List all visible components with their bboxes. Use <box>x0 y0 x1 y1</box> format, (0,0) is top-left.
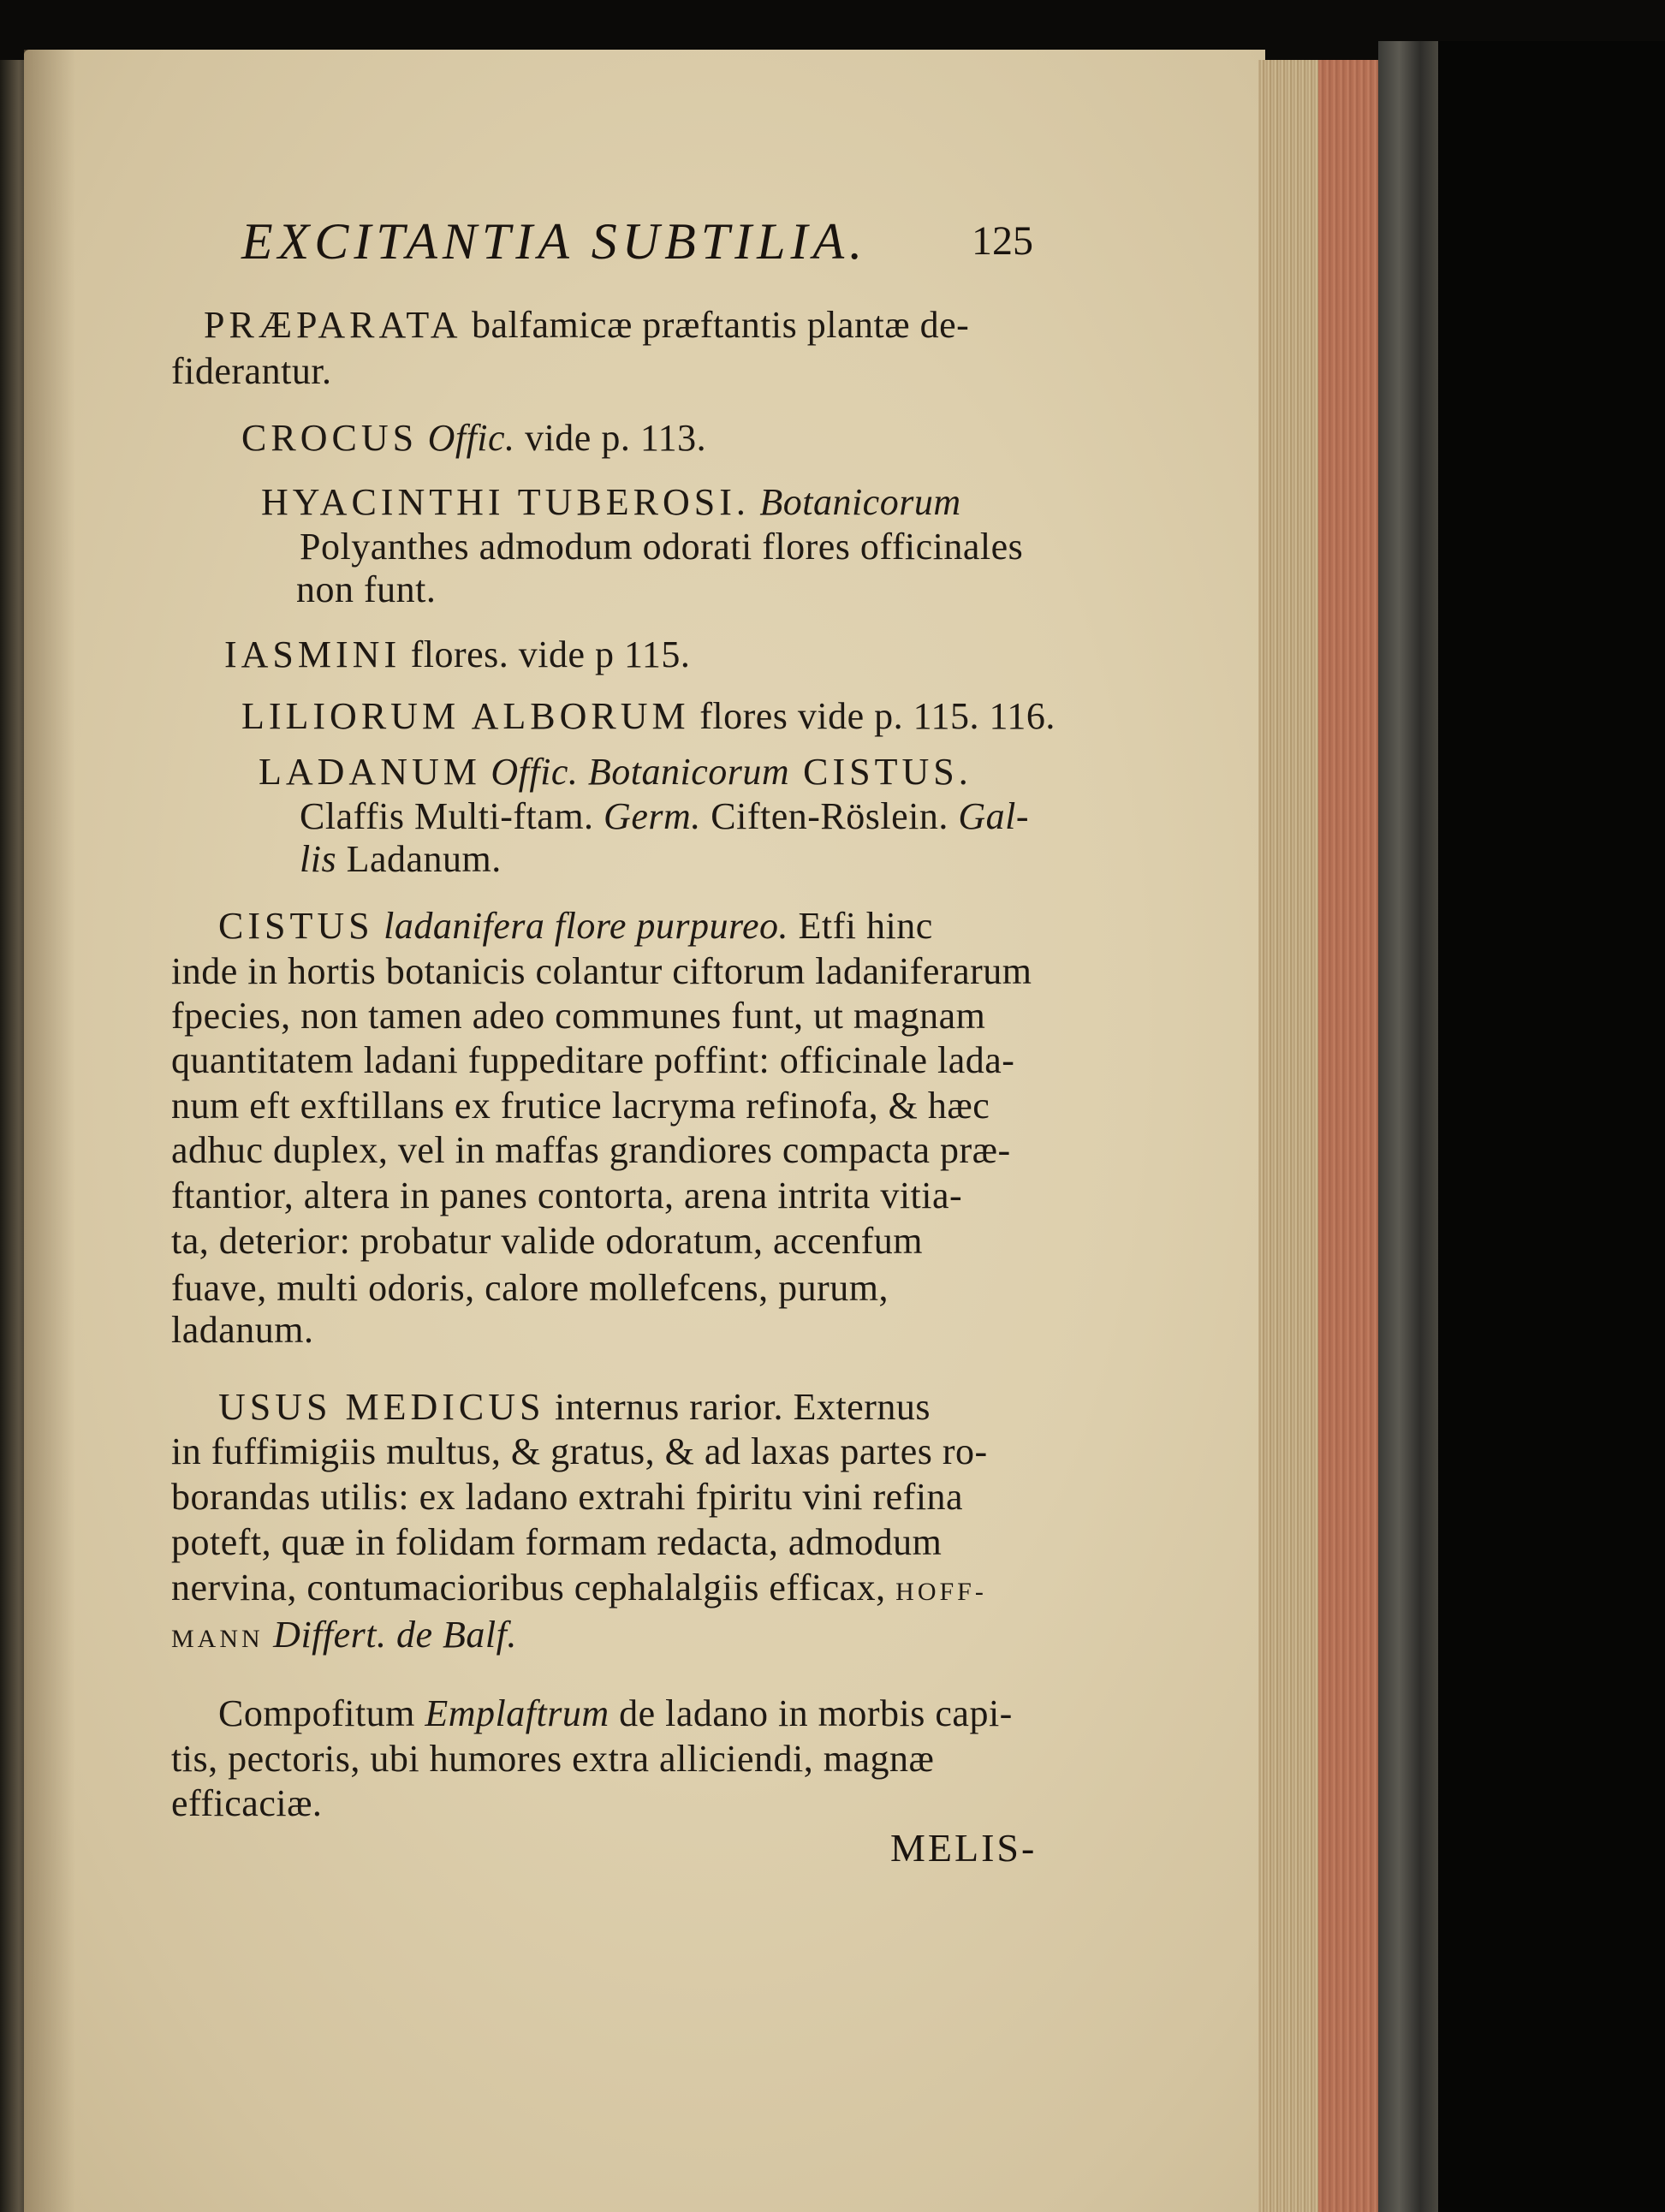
abbreviation: Offic. <box>418 417 515 459</box>
text-line <box>300 528 1023 566</box>
text-line <box>171 1039 1015 1081</box>
abbreviation: Offic. <box>480 751 579 793</box>
text: inde in hortis botanicis colantur ciftorum ladaniferarum <box>171 950 1032 992</box>
text-line <box>171 1174 963 1216</box>
text: in fuffimigiis multus, & gratus, & ad laxas partes ro- <box>171 1430 988 1472</box>
text: fuave, multi odoris, calore mollefcens, purum, <box>171 1267 889 1309</box>
text-line <box>171 950 1032 992</box>
catchword: MELIS- <box>890 1826 1038 1870</box>
abbreviation: Germ. <box>593 795 701 837</box>
text: efficaciæ. <box>171 1782 323 1824</box>
entry-heading <box>241 419 706 457</box>
text: Etfi hinc <box>788 905 933 947</box>
text-line <box>171 1478 963 1516</box>
entry-heading <box>224 633 691 675</box>
text-line <box>218 1692 1013 1734</box>
text-line <box>171 1087 990 1125</box>
text: Externus <box>783 1386 931 1428</box>
text: adhuc duplex, vel in maffas grandiores compacta præ- <box>171 1129 1011 1171</box>
text: Botanicorum <box>578 751 790 793</box>
term: CISTUS <box>218 905 374 947</box>
abbreviation: lis <box>300 838 337 880</box>
page-number: 125 <box>972 218 1033 264</box>
text: balfamicæ præftantis plantæ de- <box>461 304 970 346</box>
term: LADANUM <box>259 751 481 793</box>
text: Compofitum <box>218 1692 415 1734</box>
text: borandas utilis: ex ladano extrahi fpiritu vini refina <box>171 1476 964 1518</box>
author-name: MANN <box>171 1625 264 1653</box>
text: Ladanum. <box>336 838 502 880</box>
text-line <box>171 1129 1011 1171</box>
background <box>1438 41 1665 2212</box>
text: Botanicorum <box>749 481 961 523</box>
entry-heading <box>218 1388 931 1426</box>
term: CROCUS <box>241 417 419 459</box>
term: USUS MEDICUS <box>218 1386 545 1428</box>
text: ladanifera flore purpureo. <box>373 905 789 947</box>
term: LILIORUM ALBORUM <box>241 695 690 737</box>
text: Claffis Multi-ftam. <box>300 795 594 837</box>
term: CISTUS. <box>789 751 972 793</box>
text-line <box>171 1430 988 1472</box>
text-line <box>171 1569 987 1607</box>
text: poteft, quæ in folidam formam redacta, admodum <box>171 1521 943 1563</box>
text-line <box>300 838 502 880</box>
text-line <box>171 1521 943 1563</box>
text: flores vide p. 115. 116. <box>689 695 1055 737</box>
text-line <box>171 1740 934 1778</box>
text: ladanum. <box>171 1309 314 1351</box>
text-line <box>171 1782 323 1824</box>
cross-reference: vide p. 113. <box>514 417 707 459</box>
text-line <box>171 1311 314 1349</box>
text: fpecies, non tamen adeo communes funt, ut magnam <box>171 995 986 1037</box>
text: fiderantur. <box>171 350 332 392</box>
term: HYACINTHI TUBEROSI. <box>261 481 750 523</box>
text: non funt. <box>296 568 437 610</box>
text-line <box>171 997 985 1035</box>
entry-heading <box>259 753 972 791</box>
text-line <box>171 1267 889 1309</box>
entry-heading <box>218 907 933 945</box>
text: ftantior, altera in panes contorta, arena intrita vitia- <box>171 1174 963 1216</box>
text: internus rarior. <box>544 1386 784 1428</box>
text: quantitatem ladani fuppeditare poffint: officinale lada- <box>171 1039 1015 1081</box>
text: Ciften-Röslein. <box>700 795 948 837</box>
abbreviation: Gal- <box>948 795 1029 837</box>
text-line <box>296 568 437 610</box>
running-head: EXCITANTIA SUBTILIA. <box>241 213 868 270</box>
text: tis, pectoris, ubi humores extra alliciendi, magnæ <box>171 1738 935 1780</box>
text: flores. vide p 115. <box>401 633 691 675</box>
text-line <box>204 306 969 344</box>
text: ta, deterior: probatur valide odoratum, accenfum <box>171 1220 923 1262</box>
entry-heading <box>261 481 961 523</box>
citation: Differt. de Balf. <box>263 1614 517 1656</box>
text: num eft exftillans ex frutice lacryma refinofa, & hæc <box>171 1085 990 1127</box>
text: Polyanthes admodum odorati flores officinales <box>300 526 1024 568</box>
term: IASMINI <box>224 633 401 675</box>
page-edges <box>1258 60 1387 2212</box>
book-cover-board <box>1378 41 1438 2212</box>
entry-heading <box>241 695 1055 737</box>
text-line <box>171 350 332 392</box>
term: Emplaftrum <box>414 1692 610 1734</box>
author-name: HOFF- <box>885 1578 987 1606</box>
text-line <box>171 1616 517 1654</box>
text-line <box>300 795 1029 837</box>
term: PRÆPARATA <box>204 304 462 346</box>
text-line <box>171 1222 923 1260</box>
text: de ladano in morbis capi- <box>609 1692 1013 1734</box>
text: nervina, contumacioribus cephalalgiis efficax, <box>171 1567 886 1608</box>
